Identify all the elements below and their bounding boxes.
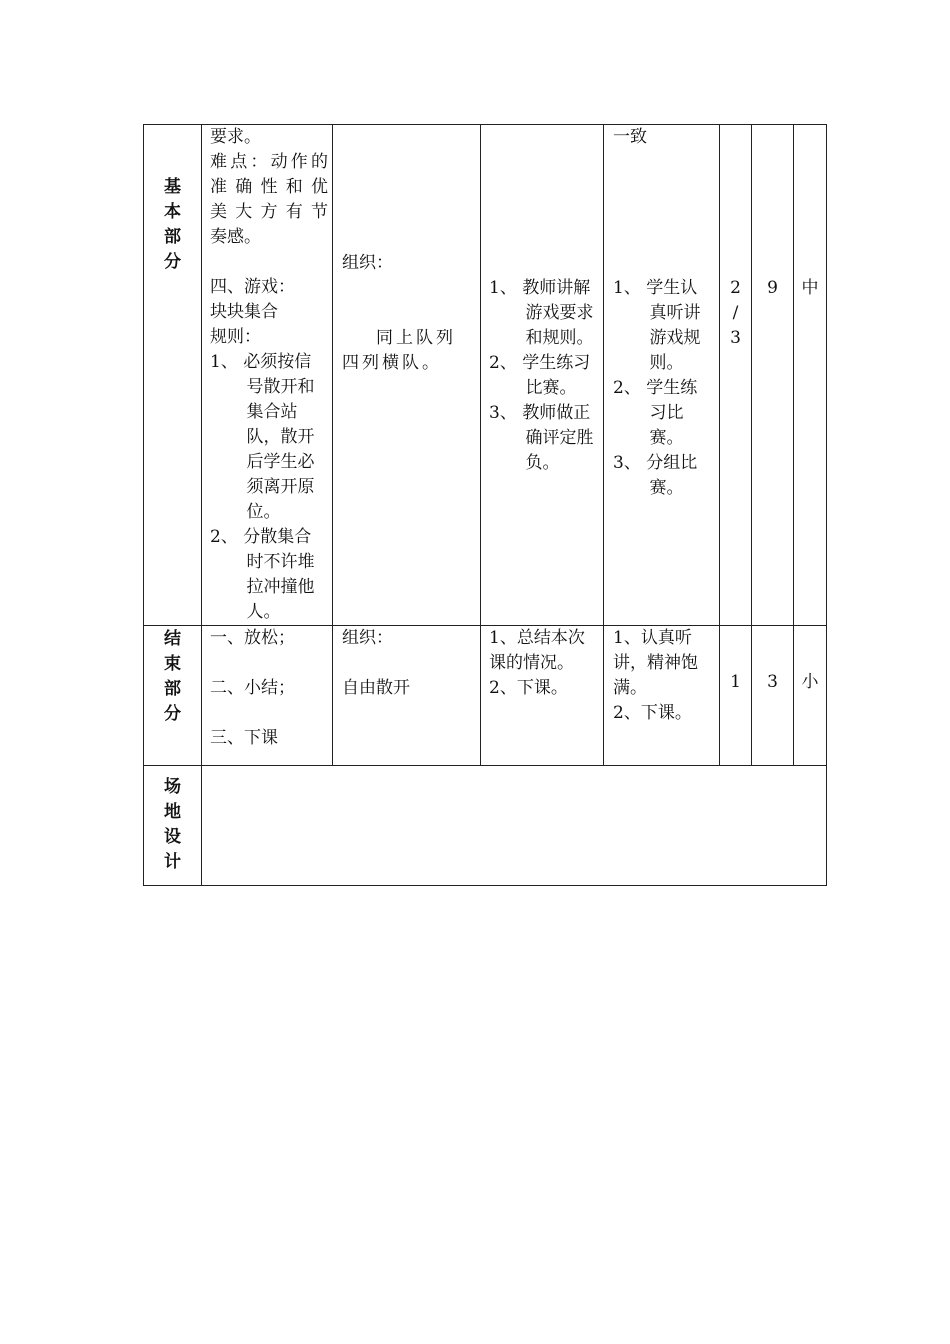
count-value: 1 <box>730 672 741 692</box>
difficulty-line: 难点：动作的 <box>210 152 328 172</box>
time-value: 3 <box>767 672 778 692</box>
student-step: 1、 学生认真听讲游戏规则。 <box>613 278 701 373</box>
difficulty-line: 奏感。 <box>210 227 261 247</box>
ending-organization-cell <box>333 626 481 766</box>
intensity-value: 小 <box>801 672 819 692</box>
basic-part-label: 基本部分 <box>164 177 181 272</box>
ending-part-label: 结束部分 <box>164 629 181 724</box>
count-value: 2 <box>730 278 741 298</box>
student-step: 2、下课。 <box>613 703 692 723</box>
teacher-step: 2、下课。 <box>489 678 568 698</box>
basic-student-cell <box>604 125 720 626</box>
basic-part-row <box>144 125 827 626</box>
count-value: 3 <box>730 328 741 348</box>
requirement-tail: 要求。 <box>210 127 261 147</box>
ending-step: 一、放松； <box>210 628 295 648</box>
student-step: 1、认真听讲，精神饱满。 <box>613 628 698 698</box>
ending-content-cell <box>202 626 333 766</box>
ending-intensity-cell <box>794 626 827 766</box>
difficulty-line: 准确性和优 <box>210 177 328 197</box>
ending-teacher-cell <box>481 626 604 766</box>
count-value: / <box>732 303 739 323</box>
organization-label: 组织： <box>342 628 393 648</box>
organization-text: 同上队列四列横队。 <box>342 328 456 373</box>
time-value: 9 <box>767 278 778 298</box>
rule-item: 1、 必须按信号散开和集合站队，散开后学生必须离开原位。 <box>210 352 315 522</box>
ending-student-cell <box>604 626 720 766</box>
game-title: 四、游戏： <box>210 277 295 297</box>
student-top-text: 一致 <box>613 127 647 147</box>
basic-content-cell <box>202 125 333 626</box>
organization-text: 自由散开 <box>342 678 410 698</box>
teacher-step: 2、 学生练习比赛。 <box>489 353 591 398</box>
basic-intensity-cell <box>794 125 827 626</box>
student-step: 2、 学生练习比赛。 <box>613 378 698 448</box>
student-step: 3、 分组比赛。 <box>613 453 698 498</box>
site-design-row <box>144 766 827 886</box>
game-name: 块块集合 <box>210 302 278 322</box>
lesson-plan-table <box>143 124 827 886</box>
basic-count-cell <box>720 125 752 626</box>
basic-organization-cell <box>333 125 481 626</box>
teacher-step: 1、 教师讲解游戏要求和规则。 <box>489 278 594 348</box>
intensity-value: 中 <box>801 278 819 298</box>
ending-count-cell <box>720 626 752 766</box>
site-design-content <box>202 766 827 886</box>
ending-time-cell <box>752 626 794 766</box>
difficulty-line: 美大方有节 <box>210 202 328 222</box>
basic-time-cell <box>752 125 794 626</box>
basic-part-label-cell <box>144 125 202 626</box>
rules-title: 规则： <box>210 327 261 347</box>
ending-part-label-cell <box>144 626 202 766</box>
teacher-step: 3、 教师做正确评定胜负。 <box>489 403 594 473</box>
site-design-label: 场地设计 <box>164 777 181 872</box>
teacher-step: 1、总结本次课的情况。 <box>489 628 585 673</box>
ending-step: 三、下课 <box>210 728 278 748</box>
rule-item: 2、 分散集合时不许堆拉冲撞他人。 <box>210 527 315 622</box>
basic-teacher-cell <box>481 125 604 626</box>
site-design-label-cell <box>144 766 202 886</box>
ending-part-row <box>144 626 827 766</box>
ending-step: 二、小结； <box>210 678 295 698</box>
organization-label: 组织： <box>342 253 393 273</box>
